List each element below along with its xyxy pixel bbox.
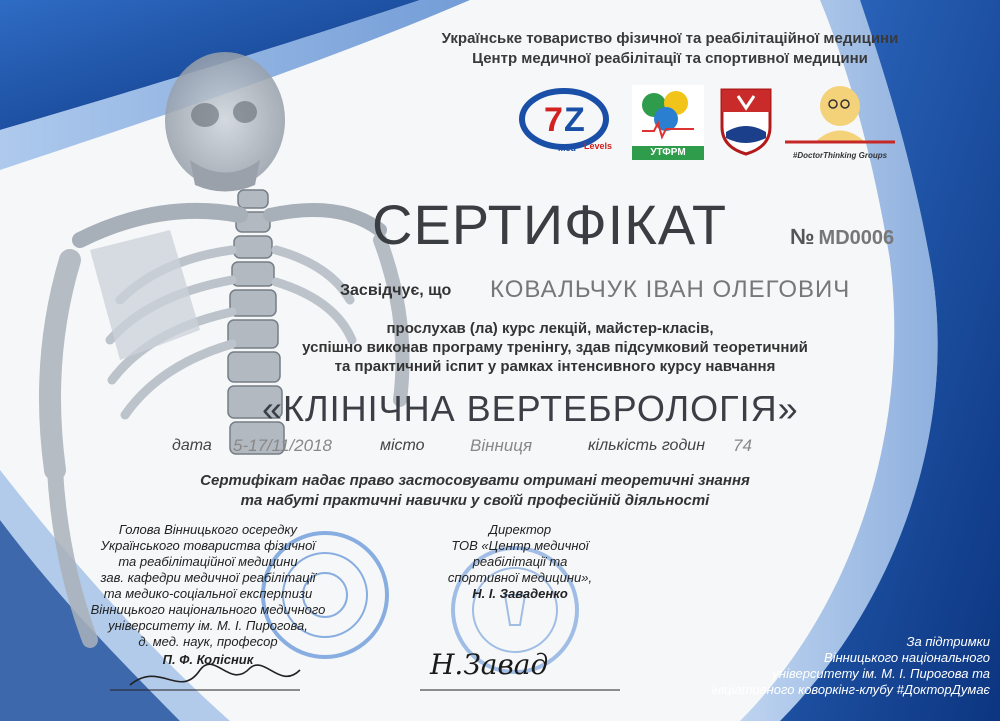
logo-emblem — [716, 82, 776, 157]
signatory-left-line: Українського товариства фізичної — [100, 538, 316, 553]
support-line: За підтримки — [906, 634, 990, 649]
date-value: 5-17/11/2018 — [233, 436, 332, 455]
hours-value: 74 — [733, 436, 752, 455]
hours-label: кількість годин — [588, 437, 705, 454]
logo-7med — [518, 85, 618, 157]
logo-7med-sub: Levels — [584, 141, 613, 151]
signatory-left-line: університету ім. М. І. Пирогова, — [108, 618, 308, 633]
shield-emblem-icon — [716, 82, 776, 157]
date-label: дата — [172, 437, 212, 454]
body-line-2: успішно виконав програму тренінгу, здав підсумковий теоретичний — [302, 339, 808, 356]
support-block — [640, 634, 990, 698]
signatory-left — [78, 522, 338, 668]
signatory-left-line: д. мед. наук, професор — [138, 634, 278, 649]
signatory-left-line: Вінницького національного медичного — [90, 602, 326, 617]
city-value: Вінниця — [470, 436, 533, 455]
signatory-center-line: спортивної медицини», — [447, 570, 593, 585]
logo-7med-text: Med — [558, 143, 576, 153]
signatory-center-name: Н. І. Заваденко — [472, 586, 568, 601]
body-line-3: та практичний іспит у рамках інтенсивного курсу навчання — [334, 358, 776, 375]
logo-utfrm-text: УТФРМ — [632, 146, 704, 160]
organization-line-1: Українське товариство фізичної та реабілітаційної медицини — [441, 30, 899, 47]
signatory-left-name: П. Ф. Колісник — [162, 652, 254, 667]
logo-doctorthinking-text: #DoctorThinking Groups — [792, 151, 888, 160]
svg-text:Z: Z — [564, 101, 585, 139]
recipient-name: КОВАЛЬЧУК ІВАН ОЛЕГОВИЧ — [490, 276, 851, 303]
course-title: «КЛІНІЧНА ВЕРТЕБРОЛОГІЯ» — [262, 388, 799, 429]
svg-text:7: 7 — [544, 101, 563, 139]
signatory-center — [420, 522, 620, 602]
support-line: Вінницького національного — [823, 650, 990, 665]
certificate-number — [790, 224, 894, 250]
rights-line-2: та набуті практичні навички у своїй професійній діяльності — [240, 492, 710, 509]
signatory-left-line: та реабілітаційної медицини — [118, 554, 298, 569]
logo-utfrm — [632, 85, 704, 158]
signatory-center-line: Директор — [488, 522, 552, 537]
signatory-center-line: реабілітації та — [472, 554, 568, 569]
certificate-title: СЕРТИФІКАТ — [372, 193, 728, 256]
support-line: ініціативного коворкінг-клубу #ДокторДумає — [711, 682, 990, 697]
organization-line-2: Центр медичної реабілітації та спортивної медицини — [472, 50, 868, 67]
logo-doctorthinking — [785, 84, 895, 159]
number-value: MD0006 — [818, 227, 895, 249]
body-line-1: прослухав (ла) курс лекцій, майстер-класів, — [386, 320, 714, 337]
logo-utfrm-icon — [632, 85, 704, 141]
signature-center: Н.Завад — [430, 648, 549, 681]
signatory-left-line: та медико-соціальної експертизи — [103, 586, 313, 601]
support-line: університету ім. М. І. Пирогова та — [772, 666, 990, 681]
thinking-person-icon — [785, 84, 895, 144]
rights-line-1: Сертифікат надає право застосовувати отримані теоретичні знання — [200, 472, 750, 489]
certifies-label: Засвідчує, що — [340, 282, 452, 299]
signatory-center-line: ТОВ «Центр медичної — [451, 538, 589, 553]
number-label: № — [790, 224, 815, 249]
signatory-left-line: Голова Вінницького осередку — [118, 522, 298, 537]
city-label: місто — [380, 437, 425, 454]
signatory-left-line: зав. кафедри медичної реабілітації — [100, 570, 316, 585]
